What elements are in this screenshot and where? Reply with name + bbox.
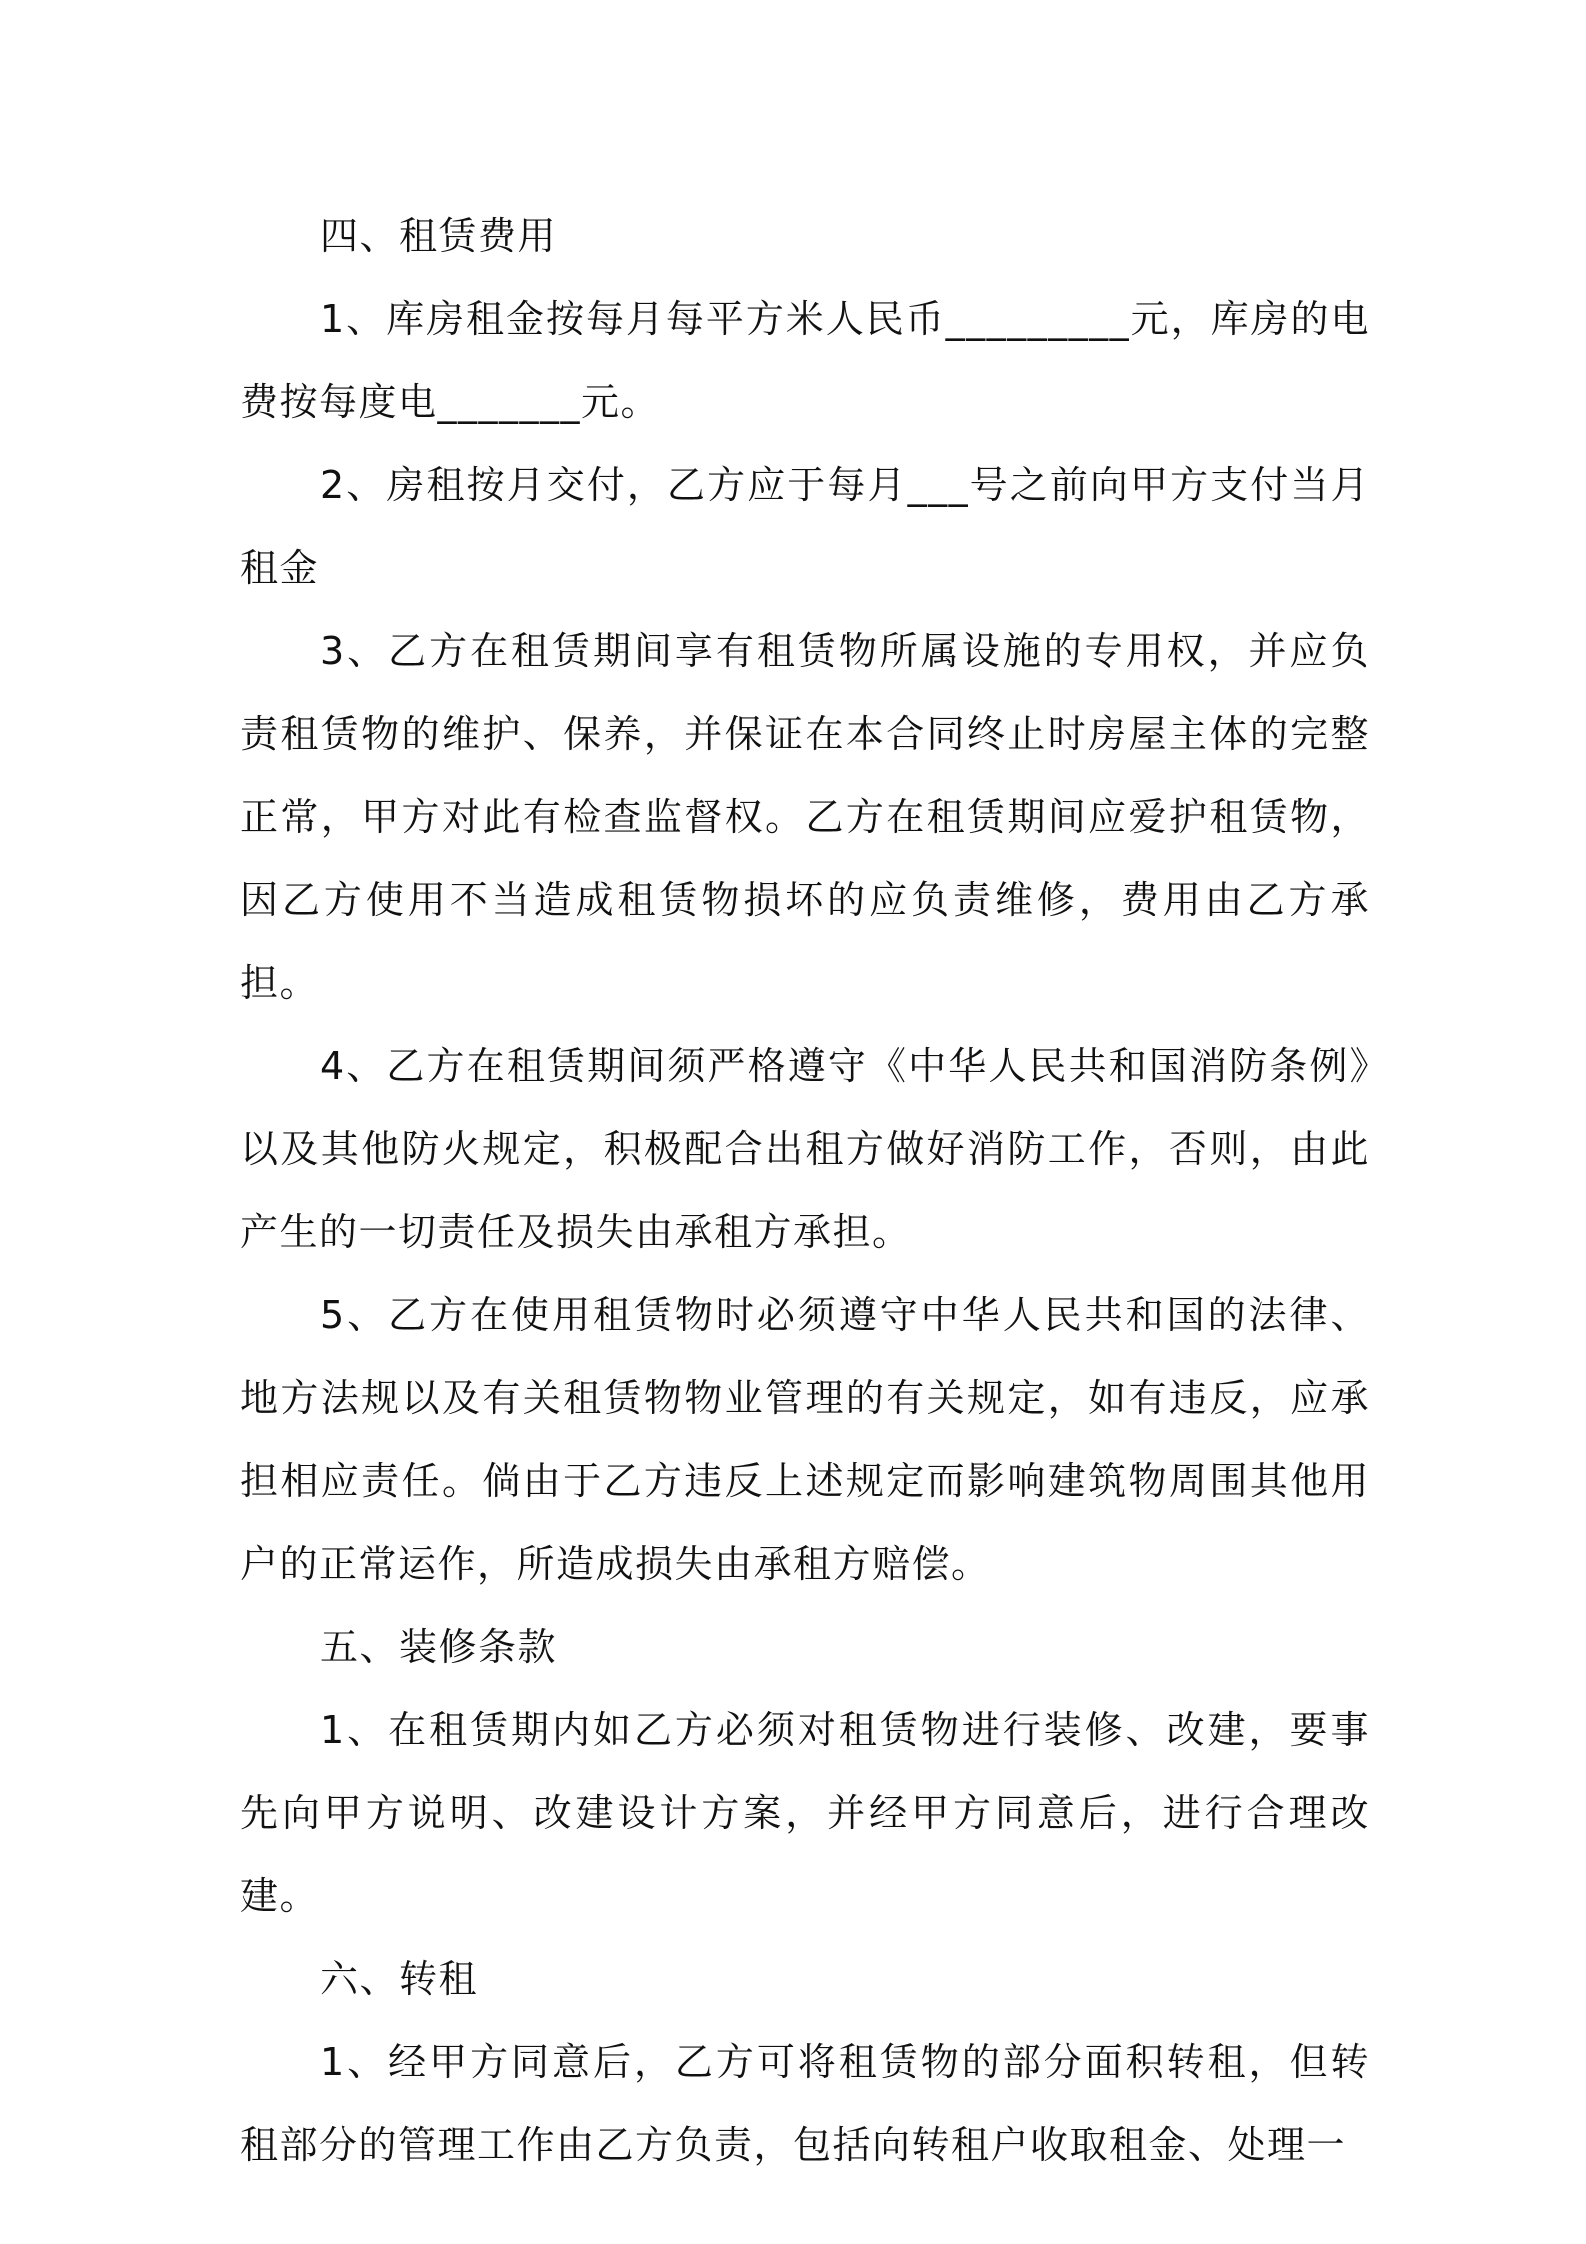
document-body (240, 195, 1370, 2187)
clause-monthly-payment: 2、房租按月交付，乙方应于每月___号之前向甲方支付当月租金 (240, 463, 1370, 590)
section-heading-renovation: 五、装修条款 (320, 1625, 558, 1669)
clause-legal-compliance: 5、乙方在使用租赁物时必须遵守中华人民共和国的法律、地方法规以及有关租赁物物业管理的有关规定，如有违反，应承担相应责任。倘由于乙方违反上述规定而影响建筑物周围其他用户的正常运作，所造成损失由承租方赔偿。 (240, 1293, 1370, 1586)
section-heading-rental-fees: 四、租赁费用 (320, 214, 558, 258)
section-heading-sublease: 六、转租 (320, 1957, 479, 2001)
clause-renovation: 1、在租赁期内如乙方必须对租赁物进行装修、改建，要事先向甲方说明、改建设计方案，并经甲方同意后，进行合理改建。 (240, 1708, 1370, 1918)
clause-fire-safety: 4、乙方在租赁期间须严格遵守《中华人民共和国消防条例》以及其他防火规定，积极配合出租方做好消防工作，否则，由此产生的一切责任及损失由承租方承担。 (240, 1044, 1370, 1254)
clause-sublease: 1、经甲方同意后，乙方可将租赁物的部分面积转租，但转租部分的管理工作由乙方负责，包括向转租户收取租金、处理一 (240, 2040, 1370, 2167)
clause-rent-and-electricity: 1、库房租金按每月每平方米人民币_________元，库房的电费按每度电_______元。 (240, 297, 1370, 424)
clause-maintenance: 3、乙方在租赁期间享有租赁物所属设施的专用权，并应负责租赁物的维护、保养，并保证在本合同终止时房屋主体的完整正常，甲方对此有检查监督权。乙方在租赁期间应爱护租赁物，因乙方使用不当造成租赁物损坏的应负责维修，费用由乙方承担。 (240, 629, 1370, 1005)
